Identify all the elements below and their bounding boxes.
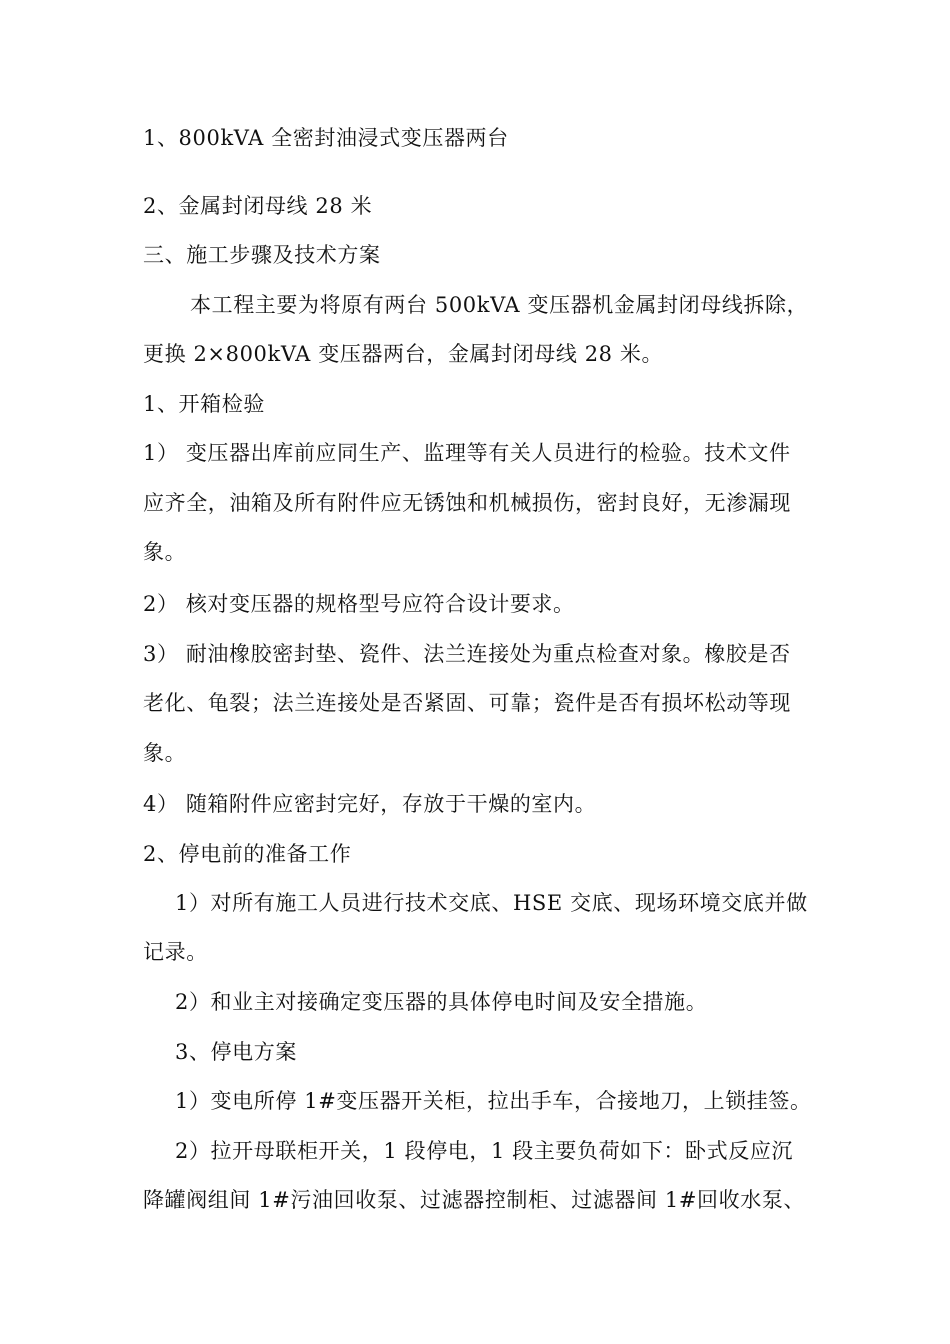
subsection-heading-inspection: 1、开箱检验	[143, 392, 265, 416]
list-item-busbar: 2、金属封闭母线 28 米	[143, 194, 373, 218]
subsection-heading-outage-plan: 3、停电方案	[175, 1040, 297, 1064]
paragraph-line: 2） 核对变压器的规格型号应符合设计要求。	[143, 592, 575, 616]
paragraph-line: 2）和业主对接确定变压器的具体停电时间及安全措施。	[175, 990, 708, 1014]
paragraph-line: 降罐阀组间 1#污油回收泵、过滤器控制柜、过滤器间 1#回收水泵、	[143, 1188, 806, 1212]
paragraph-line: 更换 2×800kVA 变压器两台，金属封闭母线 28 米。	[143, 342, 664, 366]
paragraph-line: 记录。	[143, 940, 208, 964]
subsection-heading-preparation: 2、停电前的准备工作	[143, 842, 352, 866]
list-item-transformer: 1、800kVA 全密封油浸式变压器两台	[143, 126, 509, 150]
paragraph-line: 3） 耐油橡胶密封垫、瓷件、法兰连接处为重点检查对象。橡胶是否	[143, 642, 791, 666]
paragraph-line: 老化、龟裂；法兰连接处是否紧固、可靠；瓷件是否有损坏松动等现	[143, 691, 791, 715]
paragraph-line: 象。	[143, 741, 187, 765]
paragraph-line: 1）对所有施工人员进行技术交底、HSE 交底、现场环境交底并做	[175, 891, 808, 915]
paragraph-line: 1）变电所停 1#变压器开关柜，拉出手车，合接地刀，上锁挂签。	[175, 1089, 812, 1113]
section-heading-construction: 三、施工步骤及技术方案	[143, 243, 381, 267]
paragraph-line: 本工程主要为将原有两台 500kVA 变压器机金属封闭母线拆除，	[190, 293, 809, 317]
paragraph-line: 2）拉开母联柜开关，1 段停电，1 段主要负荷如下：卧式反应沉	[175, 1139, 794, 1163]
paragraph-line: 4） 随箱附件应密封完好，存放于干燥的室内。	[143, 792, 597, 816]
paragraph-line: 1） 变压器出库前应同生产、监理等有关人员进行的检验。技术文件	[143, 441, 791, 465]
paragraph-line: 象。	[143, 540, 187, 564]
paragraph-line: 应齐全，油箱及所有附件应无锈蚀和机械损伤，密封良好，无渗漏现	[143, 491, 791, 515]
